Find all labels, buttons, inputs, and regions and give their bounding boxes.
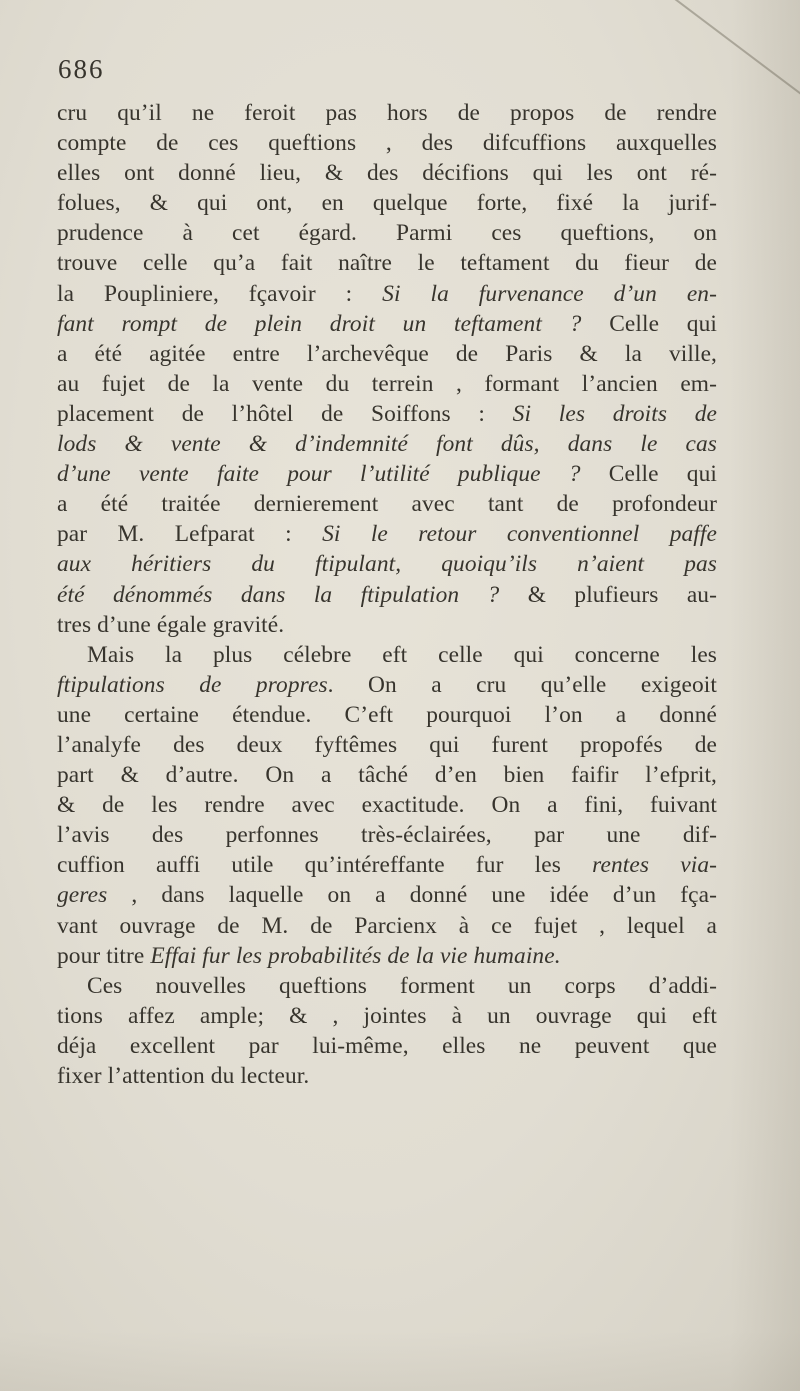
edge-shadow-right bbox=[730, 0, 800, 1391]
text-segment: au fujet de la vente du terrein , formant l’ancien em- bbox=[57, 370, 717, 397]
text-segment: elles ont donné lieu, & des décifions qui les ont ré- bbox=[57, 160, 717, 187]
italic-text-segment: d’une vente faite pour l’utilité publique ? bbox=[57, 461, 581, 488]
text-segment: , dans laquelle on a donné une idée d’un fça- bbox=[107, 882, 717, 909]
text-segment: l’analyfe des deux fyftêmes qui furent propofés de bbox=[57, 731, 717, 758]
text-line bbox=[57, 880, 717, 910]
italic-text-segment: rentes via- bbox=[592, 852, 718, 879]
text-segment: folues, & qui ont, en quelque forte, fixé la jurif- bbox=[57, 190, 717, 217]
text-line bbox=[57, 459, 717, 489]
text-segment: Celle qui bbox=[580, 461, 717, 488]
text-line bbox=[57, 429, 717, 459]
text-line bbox=[57, 549, 717, 579]
text-line bbox=[57, 248, 717, 278]
italic-text-segment: Si le retour conventionnel paffe bbox=[322, 521, 717, 548]
text-line bbox=[57, 790, 717, 820]
text-segment: cru qu’il ne feroit pas hors de propos de rendre bbox=[57, 100, 717, 126]
text-segment: a été agitée entre l’archevêque de Paris & la ville, bbox=[57, 340, 717, 367]
text-line bbox=[57, 369, 717, 399]
text-segment: & plufieurs au- bbox=[499, 581, 717, 608]
text-line bbox=[57, 850, 717, 880]
text-line bbox=[57, 98, 717, 128]
text-line bbox=[57, 399, 717, 429]
text-line bbox=[57, 519, 717, 549]
text-segment: part & d’autre. On a tâché d’en bien faifir l’efprit, bbox=[57, 762, 717, 789]
italic-text-segment: Si les droits de bbox=[512, 400, 717, 427]
text-line bbox=[57, 218, 717, 248]
text-line bbox=[57, 128, 717, 158]
corner-mark bbox=[669, 0, 800, 98]
text-segment: prudence à cet égard. Parmi ces queftions, on bbox=[57, 220, 717, 247]
italic-text-segment: aux héritiers du ftipulant, quoiqu’ils n’aient pas bbox=[57, 551, 717, 578]
text-segment: fixer l’attention du lecteur. bbox=[57, 1063, 310, 1089]
edge-shadow-bottom bbox=[0, 1331, 800, 1391]
text-block bbox=[57, 98, 717, 1091]
italic-text-segment: lods & vente & d’indemnité font dûs, dans le cas bbox=[57, 431, 717, 458]
italic-text-segment: Effai fur les probabilités de la vie humaine. bbox=[150, 942, 561, 969]
text-line bbox=[57, 309, 717, 339]
text-segment: Celle qui bbox=[581, 310, 717, 337]
italic-text-segment: été dénommés dans la ftipulation ? bbox=[57, 581, 500, 608]
text-segment: . On a cru qu’elle exigeoit bbox=[327, 671, 717, 698]
text-segment: a été traitée dernierement avec tant de profondeur bbox=[57, 491, 717, 518]
text-line bbox=[57, 700, 717, 730]
text-segment: la Poupliniere, fçavoir : bbox=[57, 280, 383, 307]
text-line bbox=[57, 1061, 717, 1091]
text-segment: l’avis des perfonnes très-éclairées, par une dif- bbox=[57, 822, 717, 849]
text-line bbox=[57, 158, 717, 188]
text-segment: trouve celle qu’a fait naître le teftament du fieur de bbox=[57, 250, 717, 277]
text-line bbox=[57, 971, 717, 1001]
text-line bbox=[57, 188, 717, 218]
text-segment: tres d’une égale gravité. bbox=[57, 611, 285, 638]
text-line bbox=[57, 730, 717, 760]
text-segment: par M. Lefparat : bbox=[57, 521, 323, 548]
text-segment: vant ouvrage de M. de Parcienx à ce fujet , lequel a bbox=[57, 912, 717, 939]
italic-text-segment: fant rompt de plein droit un teftament ? bbox=[57, 310, 582, 337]
text-line bbox=[57, 820, 717, 850]
text-line bbox=[57, 279, 717, 309]
text-line bbox=[57, 941, 717, 971]
text-segment: compte de ces queftions , des difcuffions auxquelles bbox=[57, 130, 717, 157]
text-line bbox=[57, 339, 717, 369]
text-segment: Ces nouvelles queftions forment un corps d’addi- bbox=[87, 972, 717, 999]
text-segment: déja excellent par lui-même, elles ne peuvent que bbox=[57, 1032, 717, 1059]
text-line bbox=[57, 670, 717, 700]
text-segment: tions affez ample; & , jointes à un ouvrage qui eft bbox=[57, 1002, 717, 1029]
text-line bbox=[57, 911, 717, 941]
text-line bbox=[57, 580, 717, 610]
text-line bbox=[57, 489, 717, 519]
text-segment: cuffion auffi utile qu’intéreffante fur les bbox=[57, 852, 593, 879]
text-line bbox=[57, 1001, 717, 1031]
text-line bbox=[57, 610, 717, 640]
text-segment: & de les rendre avec exactitude. On a fini, fuivant bbox=[57, 792, 717, 819]
text-line bbox=[57, 760, 717, 790]
italic-text-segment: ftipulations de propres bbox=[57, 671, 328, 698]
text-segment: une certaine étendue. C’eft pourquoi l’on a donné bbox=[57, 701, 717, 728]
italic-text-segment: geres bbox=[57, 882, 108, 909]
text-line bbox=[57, 640, 717, 670]
text-segment: Mais la plus célebre eft celle qui concerne les bbox=[87, 641, 717, 668]
page-number: 686 bbox=[58, 54, 105, 84]
text-segment: pour titre bbox=[57, 942, 151, 969]
text-line bbox=[57, 1031, 717, 1061]
italic-text-segment: Si la furvenance d’un en- bbox=[382, 280, 717, 307]
text-segment: placement de l’hôtel de Soiffons : bbox=[57, 400, 513, 427]
